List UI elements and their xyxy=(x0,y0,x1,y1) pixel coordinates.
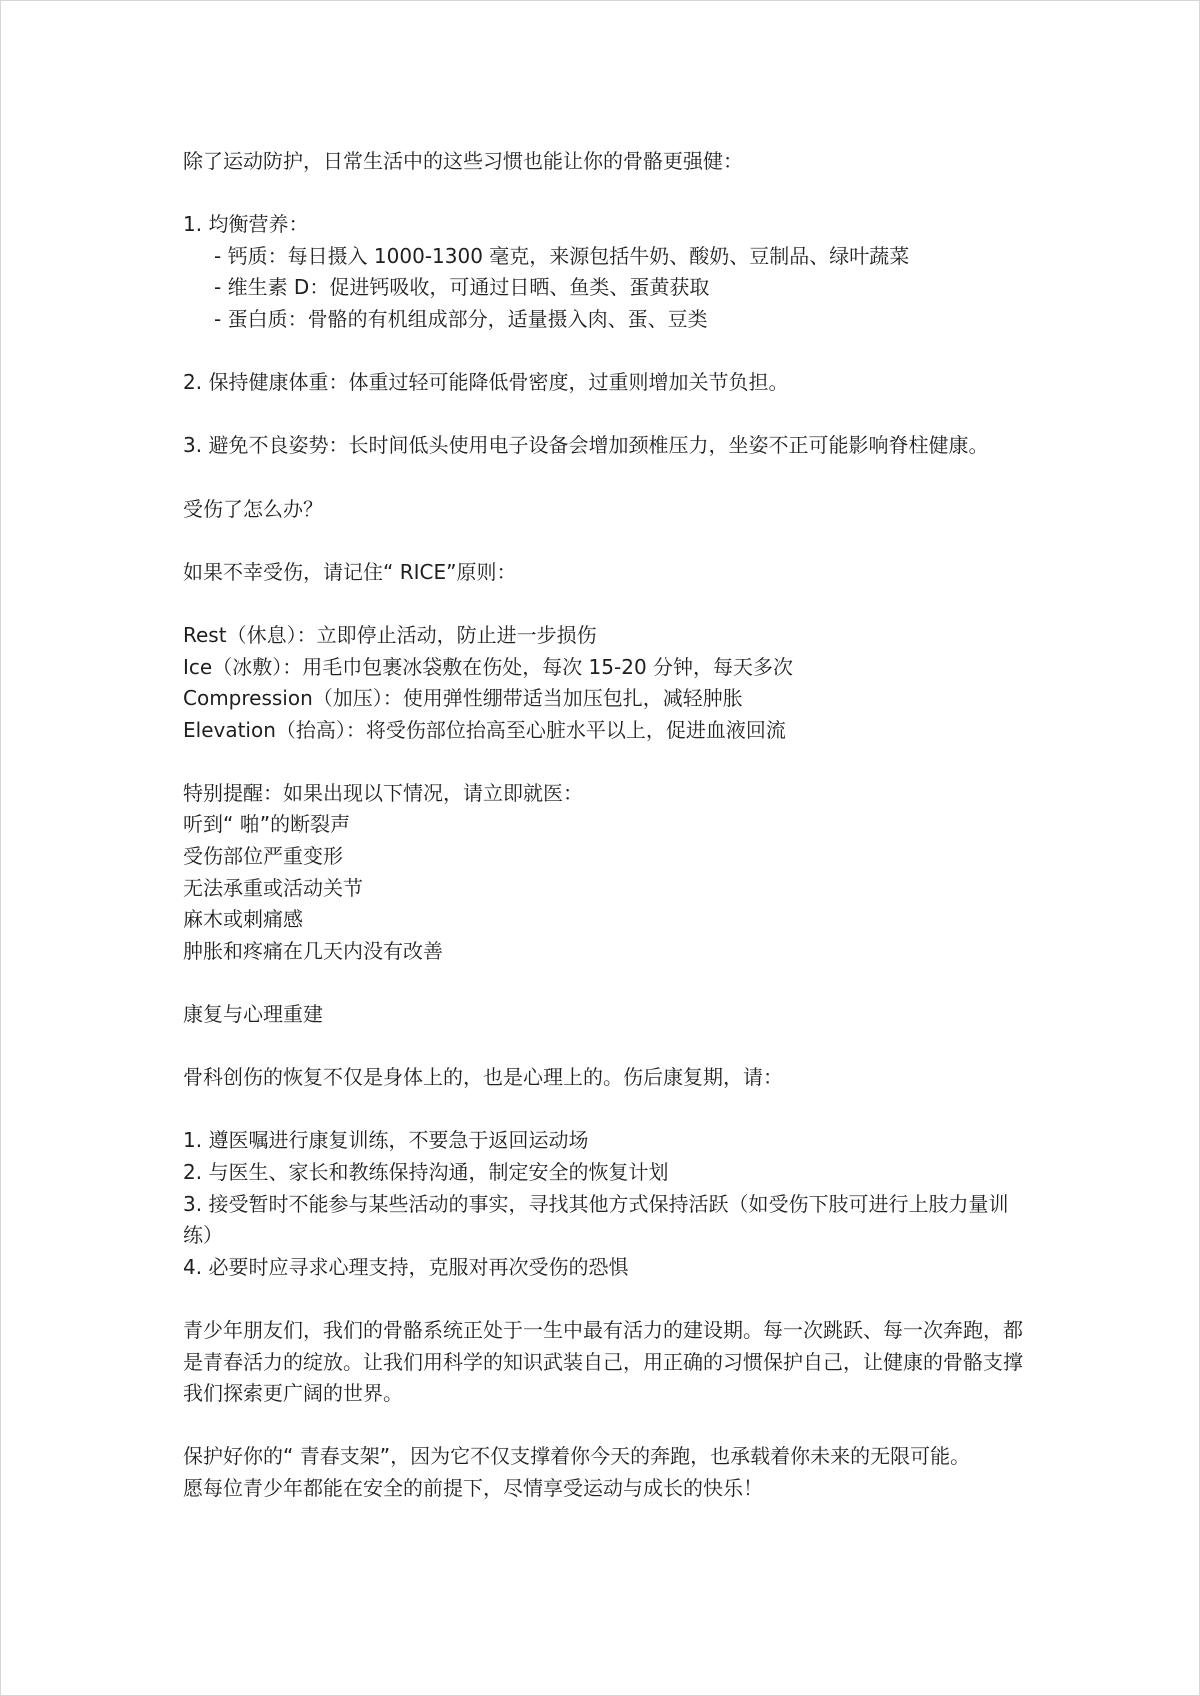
spacer xyxy=(183,462,1023,494)
closing-paragraph: 青少年朋友们，我们的骨骼系统正处于一生中最有活力的建设期。每一次跳跃、每一次奔跑，都是青春活力的绽放。让我们用科学的知识武装自己，用正确的习惯保护自己，让健康的骨骼支撑我们探索更广阔的世界。 xyxy=(183,1317,1023,1406)
spacer xyxy=(183,967,1023,999)
habit-item-posture: 3. 避免不良姿势：长时间低头使用电子设备会增加颈椎压力，坐姿不正可能影响脊柱健康。 xyxy=(183,433,989,458)
recovery-step: 4. 必要时应寻求心理支持，克服对再次受伤的恐惧 xyxy=(183,1254,629,1279)
spacer xyxy=(183,399,1023,431)
rice-ice: Ice（冰敷）：用毛巾包裹冰袋敷在伤处，每次 15-20 分钟，每天多次 xyxy=(183,654,794,679)
recovery-step: 3. 接受暂时不能参与某些活动的事实，寻找其他方式保持活跃（如受伤下肢可进行上肢力量训练） xyxy=(183,1191,1009,1248)
recovery-intro: 骨科创伤的恢复不仅是身体上的，也是心理上的。伤后康复期，请： xyxy=(183,1065,783,1090)
spacer xyxy=(183,588,1023,620)
closing-line: 愿每位青少年都能在安全的前提下，尽情享受运动与成长的快乐！ xyxy=(183,1475,763,1500)
spacer xyxy=(183,1031,1023,1063)
warning-item: 受伤部位严重变形 xyxy=(183,844,343,869)
spacer xyxy=(183,1094,1023,1126)
recovery-step: 2. 与医生、家长和教练保持沟通，制定安全的恢复计划 xyxy=(183,1160,669,1184)
spacer xyxy=(183,1410,1023,1442)
spacer xyxy=(183,1283,1023,1315)
recovery-heading: 康复与心理重建 xyxy=(183,1002,323,1027)
warning-item: 麻木或刺痛感 xyxy=(183,907,303,932)
document-body xyxy=(183,146,1023,1505)
habit-item-nutrition: 1. 均衡营养： xyxy=(183,212,309,237)
warning-item: 听到“ 啪”的断裂声 xyxy=(183,812,351,837)
rice-intro: 如果不幸受伤，请记住“ RICE”原则： xyxy=(183,559,517,584)
spacer xyxy=(183,746,1023,778)
nutrition-sub-protein: - 蛋白质：骨骼的有机组成部分，适量摄入肉、蛋、豆类 xyxy=(214,306,708,331)
spacer xyxy=(183,336,1023,368)
injury-heading: 受伤了怎么办？ xyxy=(183,496,323,521)
rice-elevation: Elevation（抬高）：将受伤部位抬高至心脏水平以上，促进血液回流 xyxy=(183,717,786,742)
warning-title: 特别提醒：如果出现以下情况，请立即就医： xyxy=(183,780,583,805)
intro-paragraph: 除了运动防护，日常生活中的这些习惯也能让你的骨骼更强健： xyxy=(183,149,743,173)
habit-item-weight: 2. 保持健康体重：体重过轻可能降低骨密度，过重则增加关节负担。 xyxy=(183,370,789,395)
spacer xyxy=(183,525,1023,557)
nutrition-sub-calcium: - 钙质：每日摄入 1000-1300 毫克，来源包括牛奶、酸奶、豆制品、绿叶蔬菜 xyxy=(214,243,910,268)
spacer xyxy=(183,178,1023,210)
nutrition-sub-vitamin-d: - 维生素 D：促进钙吸收，可通过日晒、鱼类、蛋黄获取 xyxy=(214,275,710,300)
recovery-step: 1. 遵医嘱进行康复训练，不要急于返回运动场 xyxy=(183,1128,589,1153)
rice-compression: Compression（加压）：使用弹性绷带适当加压包扎，减轻肿胀 xyxy=(183,686,743,711)
closing-line: 保护好你的“ 青春支架”，因为它不仅支撑着你今天的奔跑，也承载着你未来的无限可能。 xyxy=(183,1444,971,1469)
warning-item: 肿胀和疼痛在几天内没有改善 xyxy=(183,938,443,963)
warning-item: 无法承重或活动关节 xyxy=(183,875,363,900)
rice-rest: Rest（休息）：立即停止活动，防止进一步损伤 xyxy=(183,622,597,647)
